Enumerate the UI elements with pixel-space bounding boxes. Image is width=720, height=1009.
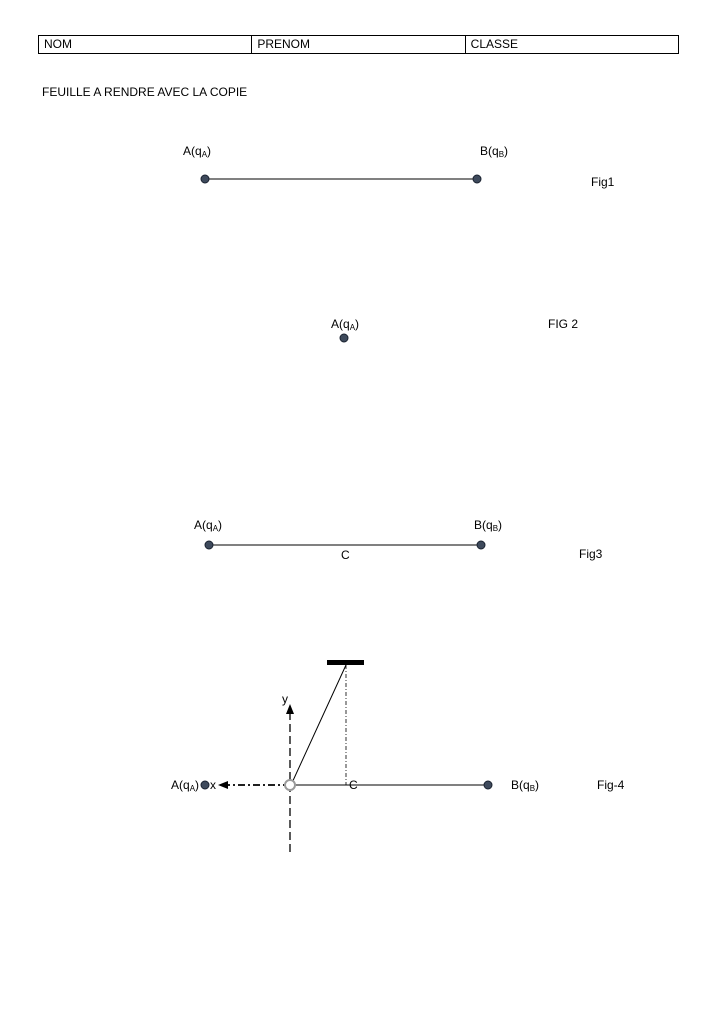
instruction-text: FEUILLE A RENDRE AVEC LA COPIE: [42, 85, 248, 99]
fig3-point-b: [477, 541, 485, 549]
fig4-origin-point: [285, 780, 295, 790]
fig3-midpoint-label: C: [341, 548, 350, 562]
fig1-label-b: B(qB): [480, 144, 509, 159]
figure-1: [183, 144, 615, 189]
figure-4: [171, 660, 625, 855]
fig4-label-b: B(qB): [511, 778, 540, 793]
fig4-point-a: [201, 781, 209, 789]
figure-3: [194, 518, 603, 562]
fig4-point-b: [484, 781, 492, 789]
fig4-x-axis-label: x: [210, 778, 216, 792]
nom-field[interactable]: NOM: [39, 36, 252, 54]
fig4-support-bar: [327, 660, 364, 665]
classe-field[interactable]: CLASSE: [465, 36, 678, 54]
fig4-label-a: A(qA): [171, 778, 200, 793]
fig1-point-b: [473, 175, 481, 183]
fig4-x-axis-arrowhead: [218, 781, 228, 789]
fig4-caption: Fig-4: [597, 778, 625, 792]
fig2-point-a: [340, 334, 348, 342]
fig2-caption: FIG 2: [548, 317, 579, 331]
fig1-label-a: A(qA): [183, 144, 212, 159]
fig3-label-a: A(qA): [194, 518, 223, 533]
fig4-point-c-label: C: [349, 778, 358, 792]
fig3-caption: Fig3: [579, 547, 603, 561]
fig4-pendulum-thread: [291, 665, 346, 785]
fig1-point-a: [201, 175, 209, 183]
prenom-field[interactable]: PRENOM: [252, 36, 465, 54]
fig4-y-axis-label: y: [282, 692, 288, 706]
fig3-point-a: [205, 541, 213, 549]
fig2-label-a: A(qA): [331, 317, 360, 332]
fig3-label-b: B(qB): [474, 518, 503, 533]
figure-2: [331, 317, 578, 342]
fig1-caption: Fig1: [591, 175, 615, 189]
